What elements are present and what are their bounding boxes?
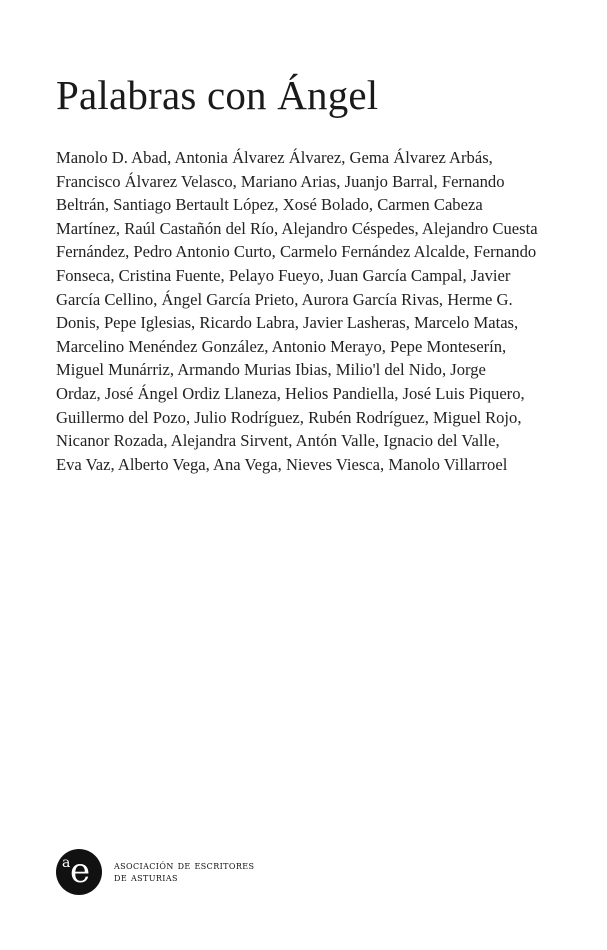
author-line: Marcelino Menéndez González, Antonio Merayo, Pepe Monteserín,: [56, 336, 507, 356]
author-line: Beltrán, Santiago Bertault López, Xosé Bolado, Carmen Cabeza: [56, 195, 483, 215]
publisher-name: [114, 860, 254, 884]
publisher-logo-icon: [56, 849, 102, 895]
publisher-block: [56, 848, 254, 896]
author-line: García Cellino, Ángel García Prieto, Aurora García Rivas, Herme G.: [56, 289, 513, 309]
author-line: Fernández, Pedro Antonio Curto, Carmelo Fernández Alcalde, Fernando: [56, 242, 537, 262]
author-line: Ordaz, José Ángel Ordiz Llaneza, Helios Pandiella, José Luis Piquero,: [56, 383, 525, 403]
author-line: Nicanor Rozada, Alejandra Sirvent, Antón Valle, Ignacio del Valle,: [56, 431, 500, 451]
author-line: Donis, Pepe Iglesias, Ricardo Labra, Javier Lasheras, Marcelo Matas,: [56, 313, 519, 333]
author-line: Guillermo del Pozo, Julio Rodríguez, Rubén Rodríguez, Miguel Rojo,: [56, 407, 522, 427]
publisher-name-line-2: de asturias: [114, 871, 178, 884]
book-title: Palabras con Ángel: [56, 72, 379, 118]
publisher-name-line-1: asociación de escritores: [114, 859, 255, 872]
author-line: Fonseca, Cristina Fuente, Pelayo Fueyo, Juan García Campal, Javier: [56, 265, 511, 285]
author-line: Martínez, Raúl Castañón del Río, Alejandro Céspedes, Alejandro Cuesta: [56, 218, 538, 238]
author-line: Eva Vaz, Alberto Vega, Ana Vega, Nieves Viesca, Manolo Villarroel: [56, 454, 508, 474]
author-line: Francisco Álvarez Velasco, Mariano Arias, Juanjo Barral, Fernando: [56, 171, 505, 191]
author-line: Miguel Munárriz, Armando Murias Ibias, Milio'l del Nido, Jorge: [56, 360, 486, 380]
author-list: [56, 146, 556, 476]
logo-letter-e: e: [70, 851, 91, 891]
logo-letter-a: a: [62, 855, 71, 871]
author-line: Manolo D. Abad, Antonia Álvarez Álvarez, Gema Álvarez Arbás,: [56, 148, 493, 167]
